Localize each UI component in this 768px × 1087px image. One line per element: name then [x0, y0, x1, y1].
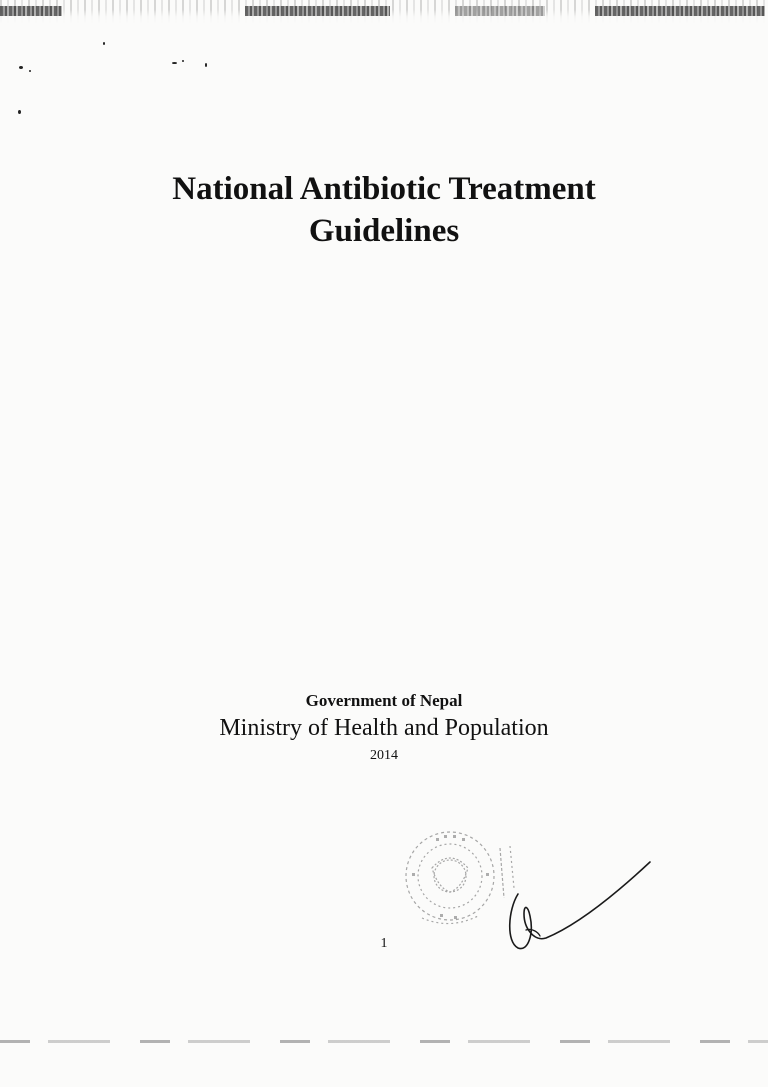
scan-artifact-bottom — [0, 1040, 768, 1043]
ministry-name: Ministry of Health and Population — [219, 715, 549, 741]
document-title — [0, 168, 768, 252]
government-name: Government of Nepal — [305, 691, 463, 710]
publication-year: 2014 — [370, 748, 398, 763]
scan-speck — [29, 70, 31, 72]
scan-band — [245, 6, 390, 16]
title-line-2: Guidelines — [308, 213, 460, 249]
scan-speck — [19, 66, 23, 69]
page-number: 1 — [380, 936, 388, 951]
signature — [500, 850, 660, 960]
scan-band — [595, 6, 765, 16]
scan-band — [0, 6, 62, 16]
title-line-1: National Antibiotic Treatment — [172, 171, 596, 207]
scan-speck — [182, 60, 184, 62]
scan-speck — [18, 110, 21, 114]
scan-speck — [172, 62, 177, 64]
scan-speck — [103, 42, 105, 45]
scan-band — [455, 6, 545, 16]
scan-speck — [205, 63, 207, 67]
